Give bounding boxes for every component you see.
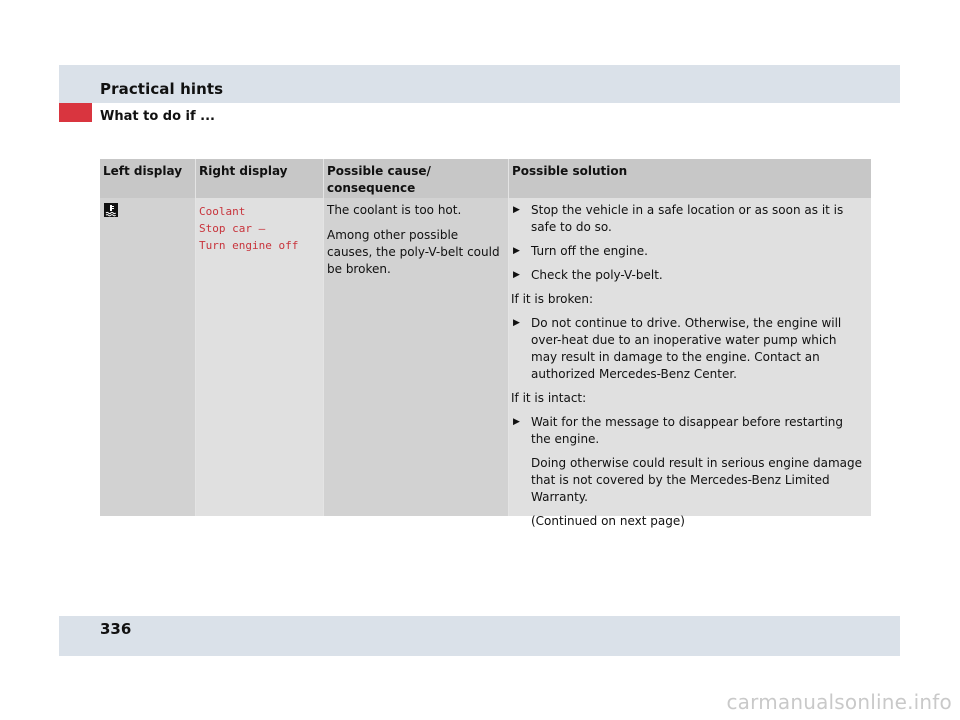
display-message-line-2: Stop car –	[199, 222, 266, 235]
solution-step-text: Do not continue to drive. Otherwise, the engine will over-heat due to an inoperative water pump which may result in damage to the engine. Contact an authorized Mercedes-Benz Center.	[531, 316, 842, 381]
cause-text	[327, 202, 502, 286]
thermometer-waves-icon	[104, 203, 118, 217]
header-possible-solution: Possible solution	[512, 164, 628, 178]
header-cell-possible-cause	[324, 159, 508, 198]
condition-broken: If it is broken:	[511, 292, 594, 306]
column-left-display	[100, 159, 195, 516]
header-cell-left-display	[100, 159, 195, 198]
cause-paragraph-2: Among other possible causes, the poly-V-belt could be broken.	[327, 228, 500, 276]
column-possible-cause	[324, 159, 508, 516]
continued-note: (Continued on next page)	[531, 514, 685, 528]
arrow-right-icon: ▶	[513, 318, 520, 328]
header-possible-cause: Possible cause/ consequence	[327, 164, 431, 195]
solution-step	[511, 414, 865, 448]
solution-step	[511, 202, 865, 236]
display-message-line-1: Coolant	[199, 205, 246, 218]
condition-intact: If it is intact:	[511, 391, 587, 405]
solution-step-text: Wait for the message to disappear before restarting the engine.	[531, 415, 843, 446]
footer-band	[59, 616, 900, 656]
header-cell-right-display	[196, 159, 323, 198]
section-title: Practical hints	[100, 80, 224, 98]
section-marker-tab	[59, 103, 92, 122]
solution-step-text: Check the poly-V-belt.	[531, 268, 663, 282]
solution-step	[511, 243, 865, 260]
cause-paragraph-1: The coolant is too hot.	[327, 203, 462, 217]
solution-step	[511, 315, 865, 383]
message-table	[100, 159, 871, 528]
arrow-right-icon: ▶	[513, 246, 520, 256]
display-message-line-3: Turn engine off	[199, 239, 299, 252]
display-message	[199, 203, 298, 254]
column-possible-solution	[509, 159, 871, 528]
header-cell-possible-solution	[509, 159, 871, 198]
watermark: carmanualsonline.info	[726, 690, 952, 714]
arrow-right-icon: ▶	[513, 417, 520, 427]
arrow-right-icon: ▶	[513, 205, 520, 215]
page-number: 336	[100, 620, 132, 638]
warranty-note: Doing otherwise could result in serious engine damage that is not covered by the Mercedes-Benz Limited Warranty.	[531, 456, 863, 504]
header-left-display: Left display	[103, 164, 183, 178]
solution-step-text: Turn off the engine.	[531, 244, 648, 258]
solution-step	[511, 267, 865, 284]
coolant-temperature-icon	[104, 203, 118, 217]
header-right-display: Right display	[199, 164, 288, 178]
solution-step-text: Stop the vehicle in a safe location or as soon as it is safe to do so.	[531, 203, 844, 234]
arrow-right-icon: ▶	[513, 270, 520, 280]
sub-title: What to do if ...	[100, 109, 215, 124]
column-right-display	[196, 159, 323, 516]
solution-text	[511, 202, 865, 537]
